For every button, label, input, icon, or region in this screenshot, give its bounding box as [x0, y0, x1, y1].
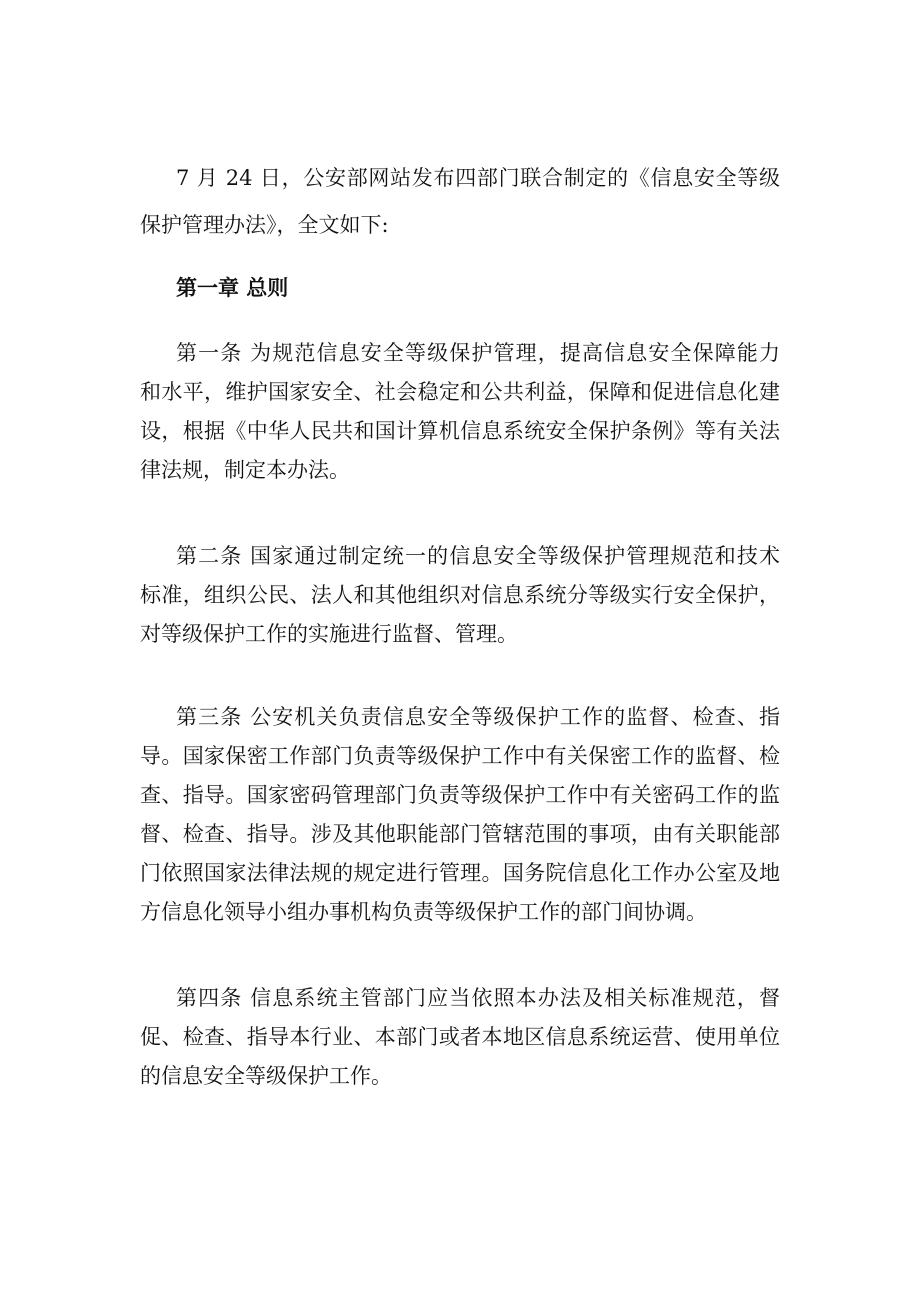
text-line: 第三条 公安机关负责信息安全等级保护工作的监督、检查、指 [176, 705, 780, 729]
text-line: 7 月 24 日，公安部网站发布四部门联合制定的《信息安全等级 [176, 166, 780, 190]
article-1 [140, 334, 780, 490]
text-line: 促、检查、指导本行业、本部门或者本地区信息系统运营、使用单位 [140, 1025, 780, 1049]
text-line: 门依照国家法律法规的规定进行管理。国务院信息化工作办公室及地 [140, 861, 780, 885]
text-line: 律法规，制定本办法。 [140, 458, 350, 482]
text-line: 督、检查、指导。涉及其他职能部门管辖范围的事项，由有关职能部 [140, 822, 780, 846]
chapter-heading: 第一章 总则 [176, 275, 289, 300]
text-line: 和水平，维护国家安全、社会稳定和公共利益，保障和促进信息化建 [140, 380, 780, 404]
article-2 [140, 537, 780, 654]
text-line: 设，根据《中华人民共和国计算机信息系统安全保护条例》等有关法 [140, 419, 780, 443]
article-4 [140, 979, 780, 1096]
intro-paragraph [140, 155, 780, 249]
text-line: 第一条 为规范信息安全等级保护管理，提高信息安全保障能力 [176, 341, 780, 365]
text-line: 查、指导。国家密码管理部门负责等级保护工作中有关密码工作的监 [140, 783, 780, 807]
text-line: 标准，组织公民、法人和其他组织对信息系统分等级实行安全保护， [140, 583, 780, 607]
text-line: 对等级保护工作的实施进行监督、管理。 [140, 622, 518, 646]
text-line: 方信息化领导小组办事机构负责等级保护工作的部门间协调。 [140, 900, 707, 924]
text-line: 的信息安全等级保护工作。 [140, 1064, 392, 1088]
text-line: 第二条 国家通过制定统一的信息安全等级保护管理规范和技术 [176, 544, 780, 568]
text-line: 导。国家保密工作部门负责等级保护工作中有关保密工作的监督、检 [140, 744, 780, 768]
text-line: 保护管理办法》，全文如下: [140, 213, 389, 237]
article-3 [140, 698, 780, 932]
text-line: 第四条 信息系统主管部门应当依照本办法及相关标准规范，督 [176, 986, 780, 1010]
